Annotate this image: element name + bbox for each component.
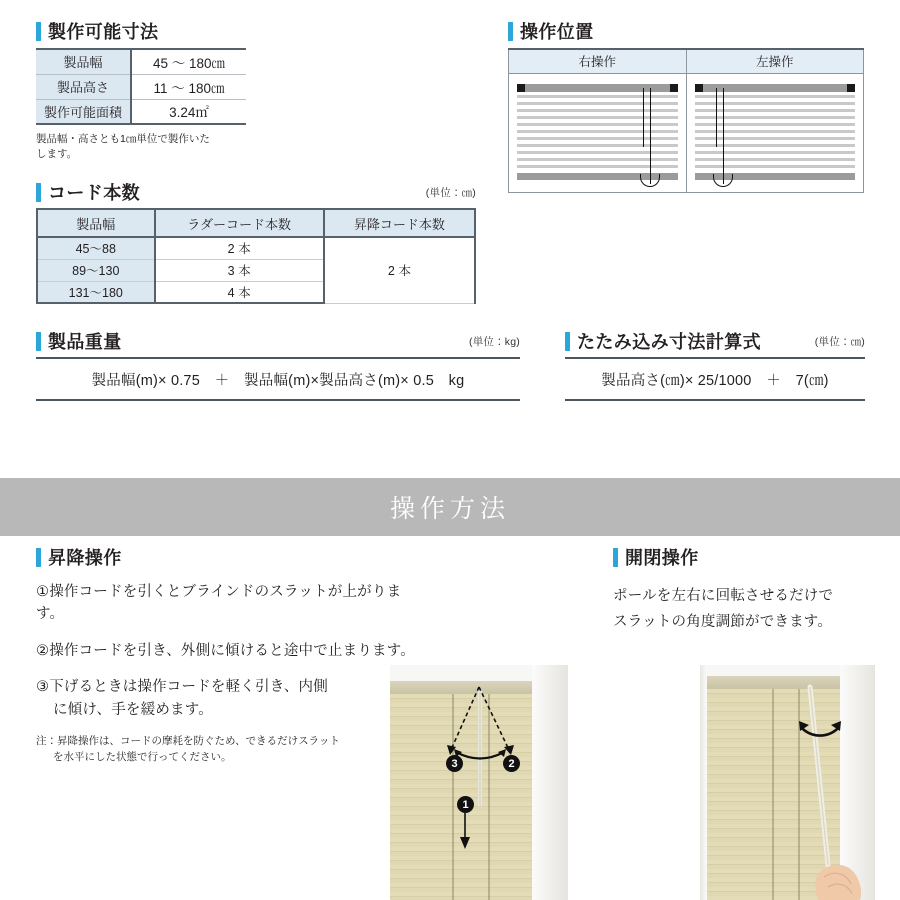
- tilt-description-line2: スラットの角度調節ができます。: [613, 614, 833, 631]
- accent-tick-icon: [36, 183, 41, 202]
- lift-step-3: [36, 676, 416, 721]
- table-row: [36, 99, 246, 124]
- bracket-left-icon: [695, 84, 703, 92]
- dimensions-note: [36, 132, 246, 162]
- lift-marker-3: 3: [446, 755, 463, 772]
- cord-count-heading-label: コード本数: [48, 182, 140, 203]
- dimension-label: 製品幅: [36, 49, 131, 74]
- cell-width-range: 89〜130: [37, 259, 155, 281]
- column-header-width: 製品幅: [37, 209, 155, 237]
- accent-tick-icon: [36, 332, 41, 351]
- table-header-row: [37, 209, 475, 237]
- column-header-right-operation: 右操作: [509, 49, 687, 73]
- lift-note-line1: 注：昇降操作は、コードの摩耗を防ぐため、できるだけスラット: [36, 735, 340, 748]
- dimensions-note-line2: します。: [36, 148, 78, 161]
- blind-diagram-right-operation: [517, 84, 678, 184]
- fold-dimension-formula: 製品高さ(㎝)× 25/1000 ＋ 7(㎝): [565, 357, 865, 401]
- weight-heading-label: 製品重量: [48, 331, 122, 352]
- tilt-description-line1: ポールを左右に回転させるだけで: [613, 588, 834, 604]
- lift-note-line2: を水平にした状態で行ってください。: [53, 751, 232, 764]
- operation-position-table: [508, 48, 864, 193]
- dimension-value: 11 〜 180㎝: [131, 74, 246, 99]
- cell-ladder-cords: 3 本: [155, 259, 324, 281]
- tilt-operation-heading: [613, 548, 883, 567]
- lift-operation-heading: [36, 548, 416, 567]
- table-row: [36, 49, 246, 74]
- dimension-label: 製品高さ: [36, 74, 131, 99]
- operation-cord-right: [638, 88, 662, 184]
- cell-left-operation-illustration: [686, 73, 864, 192]
- lift-step-2: ②操作コードを引き、外側に傾けると途中で止まります。: [36, 642, 415, 659]
- weight-formula: 製品幅(m)× 0.75 ＋ 製品幅(m)×製品高さ(m)× 0.5 kg: [36, 357, 520, 401]
- hand-holding-pole: [700, 665, 875, 900]
- cell-ladder-cords: 2 本: [155, 237, 324, 259]
- operation-cord-left: [711, 88, 735, 184]
- table-row: [37, 237, 475, 259]
- lift-marker-1: 1: [457, 796, 474, 813]
- cord-loop-icon: [640, 174, 660, 187]
- weight-section: [36, 332, 520, 401]
- table-header-row: [509, 49, 864, 73]
- dimensions-heading-label: 製作可能寸法: [48, 21, 159, 42]
- column-header-lift-cords: 昇降コード本数: [324, 209, 475, 237]
- cell-right-operation-illustration: [509, 73, 687, 192]
- lift-marker-2: 2: [503, 755, 520, 772]
- bracket-right-icon: [670, 84, 678, 92]
- lift-operation-heading-label: 昇降操作: [48, 547, 122, 568]
- fold-dimension-heading: [565, 332, 865, 351]
- bracket-right-icon: [847, 84, 855, 92]
- accent-tick-icon: [565, 332, 570, 351]
- dimensions-section: [36, 22, 246, 162]
- cord-count-table: [36, 208, 476, 304]
- lift-operation-photo: [390, 665, 568, 900]
- dimensions-table: [36, 48, 246, 125]
- operation-method-banner: [0, 478, 900, 536]
- operation-method-banner-title: 操作方法: [389, 495, 510, 523]
- accent-tick-icon: [508, 22, 513, 41]
- dimensions-heading: [36, 22, 246, 41]
- cell-ladder-cords: 4 本: [155, 281, 324, 303]
- tilt-operation-section: [613, 548, 883, 635]
- cord-loop-icon: [713, 174, 733, 187]
- lift-operation-section: [36, 548, 416, 766]
- cell-width-range: 45〜88: [37, 237, 155, 259]
- lift-step-1: ①操作コードを引くとブラインドのスラットが上がります。: [36, 584, 402, 623]
- column-header-ladder-cords: ラダーコード本数: [155, 209, 324, 237]
- lift-operation-note: [36, 734, 416, 766]
- table-row: [509, 73, 864, 192]
- dimension-value: 45 〜 180㎝: [131, 49, 246, 74]
- operation-position-section: [508, 22, 864, 193]
- weight-unit-label: (単位：kg): [469, 336, 520, 348]
- fold-dimension-section: [565, 332, 865, 401]
- lift-step-3-line2: に傾け、手を緩めます。: [53, 701, 213, 718]
- dimensions-note-line1: 製品幅・高さとも1㎝単位で製作いた: [36, 133, 210, 145]
- cord-count-heading: [36, 183, 476, 202]
- dimension-value: 3.24㎡: [131, 99, 246, 124]
- operation-position-heading: [508, 22, 864, 41]
- tilt-operation-heading-label: 開閉操作: [625, 547, 699, 568]
- table-row: [36, 74, 246, 99]
- cord-count-section: [36, 183, 476, 304]
- cell-lift-cords: 2 本: [324, 237, 475, 303]
- cell-width-range: 131〜180: [37, 281, 155, 303]
- accent-tick-icon: [613, 548, 618, 567]
- bracket-left-icon: [517, 84, 525, 92]
- lift-operation-annotation-arrows: [390, 665, 568, 900]
- lift-step-3-line1: ③下げるときは操作コードを軽く引き、内側: [36, 679, 328, 696]
- accent-tick-icon: [36, 548, 41, 567]
- dimension-label: 製作可能面積: [36, 99, 131, 124]
- fold-dimension-unit-label: (単位：㎝): [814, 336, 865, 348]
- tilt-operation-description: [613, 583, 883, 635]
- tilt-operation-photo: [700, 665, 875, 900]
- fold-dimension-heading-label: たたみ込み寸法計算式: [577, 331, 761, 352]
- column-header-left-operation: 左操作: [686, 49, 864, 73]
- accent-tick-icon: [36, 22, 41, 41]
- blind-diagram-left-operation: [695, 84, 856, 184]
- weight-heading: [36, 332, 520, 351]
- cord-count-unit-label: (単位：㎝): [425, 187, 476, 199]
- operation-position-heading-label: 操作位置: [520, 21, 594, 42]
